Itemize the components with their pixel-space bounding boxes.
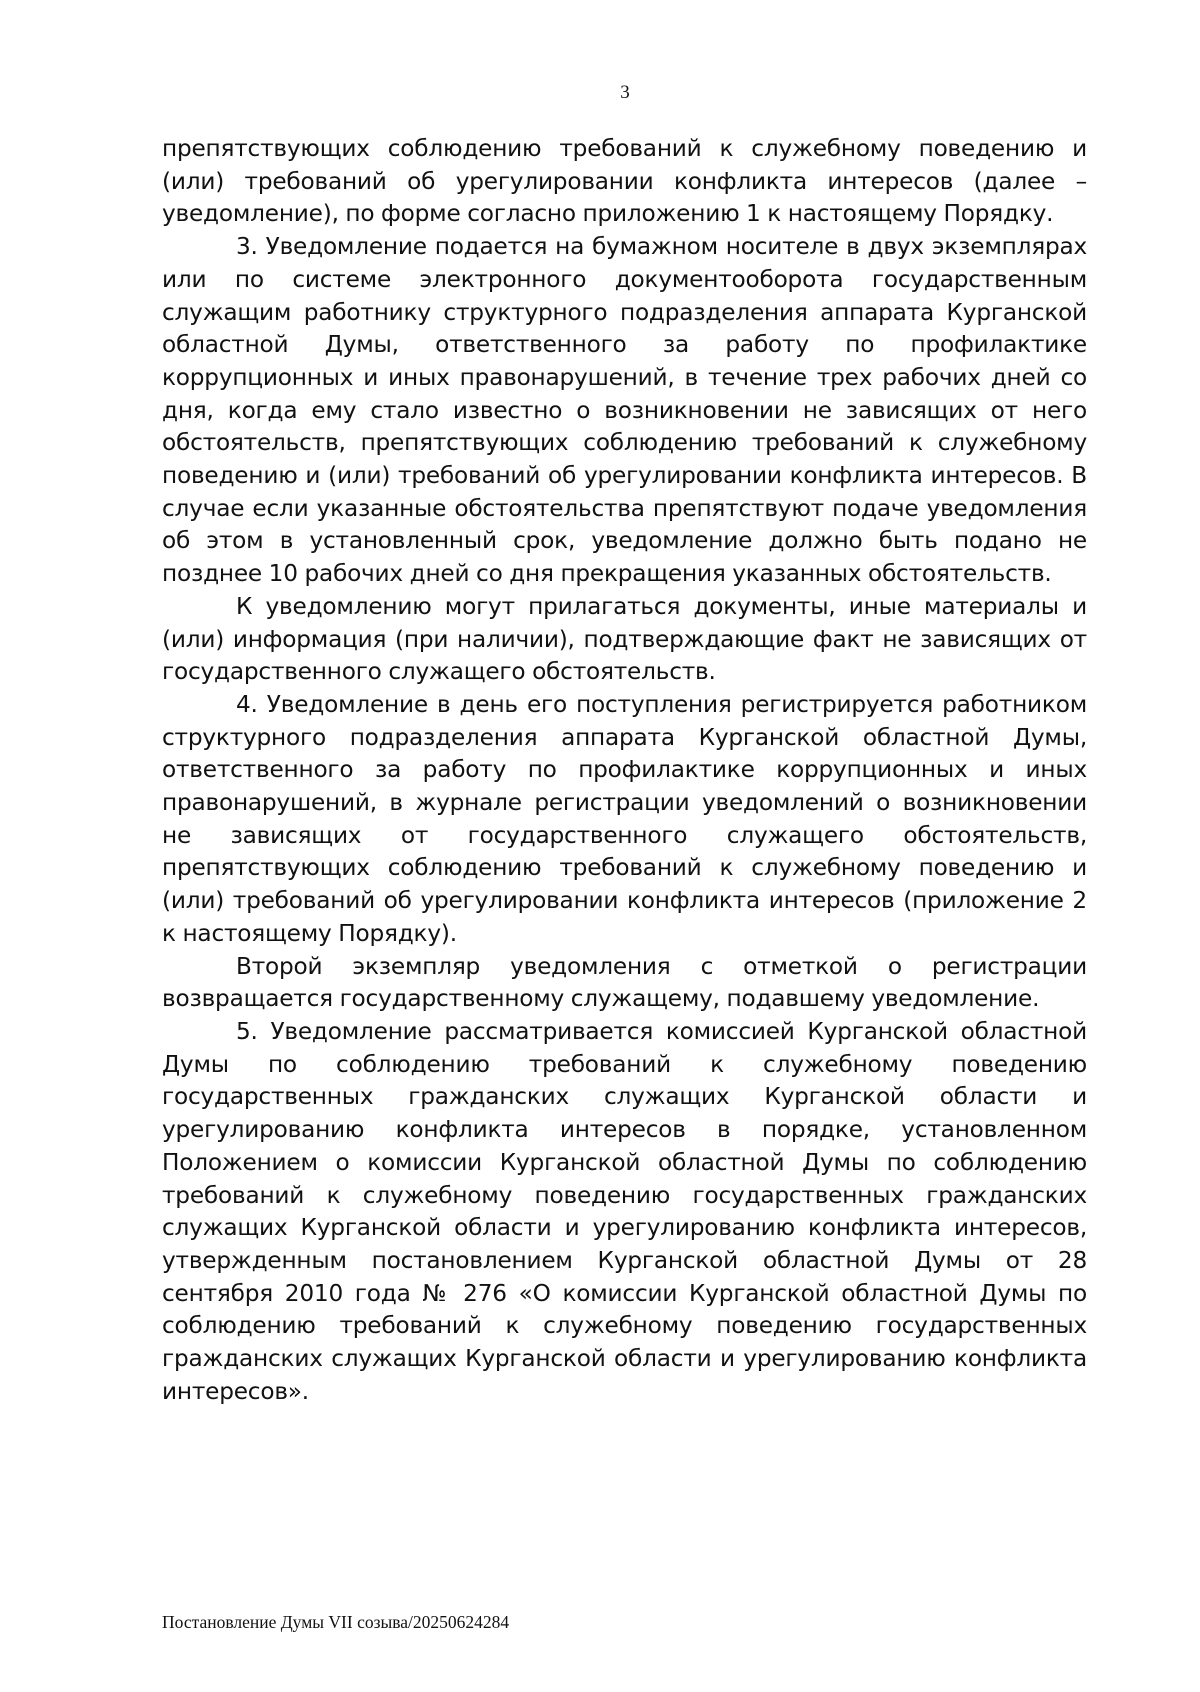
paragraph-second-copy: Второй экземпляр уведомления с отметкой о регистрации возвращается государственному служащему, подавшему уведомление. bbox=[162, 952, 1087, 1013]
paragraph-item-4: 4. Уведомление в день его поступления регистрируется работником структурного подразделения аппарата Курганской областной Думы, ответственного за работу по профилактике коррупционных и иных правонарушений, в журнале регистрации уведомлений о возникновении не зависящих от государственного служащего обстоятельств, препятствующих соблюдению требований к служебному поведению и (или) требований об урегулировании конфликта интересов (приложение 2 к настоящему Порядку). bbox=[162, 690, 1087, 947]
paragraph-attachments: К уведомлению могут прилагаться документы, иные материалы и (или) информация (при наличии), подтверждающие факт не зависящих от государственного служащего обстоятельств. bbox=[162, 592, 1087, 686]
paragraph-item-5: 5. Уведомление рассматривается комиссией Курганской областной Думы по соблюдению требований к служебному поведению государственных гражданских служащих Курганской области и урегулированию конфликта интересов в порядке, установленном Положением о комиссии Курганской областной Думы по соблюдению требований к служебному поведению государственных гражданских служащих Курганской области и урегулированию конфликта интересов, утвержденным постановлением Курганской областной Думы от 28 сентября 2010 года № 276 «О комиссии Курганской областной Думы по соблюдению требований к служебному поведению государственных гражданских служащих Курганской области и урегулированию конфликта интересов». bbox=[162, 1017, 1087, 1405]
document-footer: Постановление Думы VII созыва/20250624284 bbox=[162, 1612, 510, 1632]
paragraph-item-3: 3. Уведомление подается на бумажном носителе в двух экземплярах или по системе электронного документооборота государственным служащим работнику структурного подразделения аппарата Курганской областной Думы, ответственного за работу по профилактике коррупционных и иных правонарушений, в течение трех рабочих дней со дня, когда ему стало известно о возникновении не зависящих от него обстоятельств, препятствующих соблюдению требований к служебному поведению и (или) требований об урегулировании конфликта интересов. В случае если указанные обстоятельства препятствуют подаче уведомления об этом в установленный срок, уведомление должно быть подано не позднее 10 рабочих дней со дня прекращения указанных обстоятельств. bbox=[162, 233, 1087, 588]
paragraph-continuation: препятствующих соблюдению требований к служебному поведению и (или) требований об урегулировании конфликта интересов (далее – уведомление), по форме согласно приложению 1 к настоящему Порядку. bbox=[162, 135, 1087, 228]
page-number: 3 bbox=[620, 82, 630, 103]
document-body bbox=[162, 133, 1087, 1408]
